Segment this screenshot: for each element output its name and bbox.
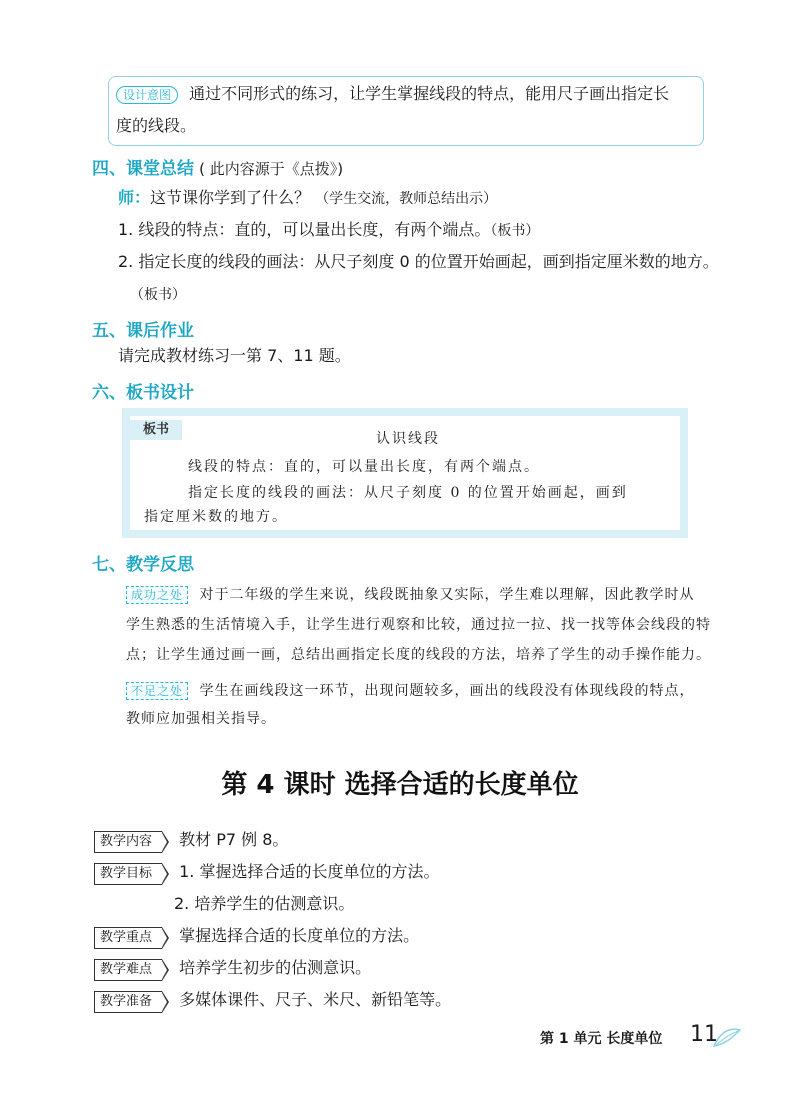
summary-point2: 2. 指定长度的线段的画法：从尺子刻度 0 的位置开始画起，画到指定厘米数的地方。 <box>118 252 719 271</box>
success-tag: 成功之处 <box>126 586 188 604</box>
goal-tag: 教学目标 <box>94 863 162 885</box>
reflection-lack-line1: 不足之处 学生在画线段这一环节，出现问题较多，画出的线段没有体现线段的特点， <box>126 680 694 700</box>
summary-source-note: ( 此内容源于《点拨》) <box>199 160 344 178</box>
board-line3: 指定厘米数的地方。 <box>144 509 288 525</box>
teacher-prefix: 师： <box>118 188 151 207</box>
board-heading: 认识线段 <box>376 431 440 447</box>
lesson-content-row: 教学内容 教材 P7 例 8。 <box>94 826 288 854</box>
lesson-key-row: 教学重点 掌握选择合适的长度单位的方法。 <box>94 922 419 950</box>
design-intent-line1: 设计意图 通过不同形式的练习，让学生掌握线段的特点，能用尺子画出指定长 <box>116 80 706 108</box>
leaf-ornament-icon <box>712 1026 742 1050</box>
board-tag: 板书 <box>130 420 182 440</box>
prep-tag: 教学准备 <box>94 991 162 1013</box>
summary-teacher-line: 师：这节课你学到了什么？ （学生交流，教师总结出示） <box>118 188 498 207</box>
footer-unit-label: 第 1 单元 长度单位 <box>540 1031 663 1047</box>
reflection-title: 七、教学反思 <box>92 555 194 575</box>
difficulty-tag: 教学难点 <box>94 959 162 981</box>
design-intent-tag: 设计意图 <box>116 86 178 104</box>
lesson-title: 第 4 课时 选择合适的长度单位 <box>221 770 579 800</box>
summary-heading <box>92 154 343 179</box>
reflection-success-line1: 成功之处 对于二年级的学生来说，线段既抽象又实际，学生难以理解，因此教学时从 <box>126 584 694 604</box>
reflection-success-line2: 学生熟悉的生活情境入手，让学生进行观察和比较，通过拉一拉、找一找等体会线段的特 <box>126 617 711 633</box>
board-line2: 指定长度的线段的画法：从尺子刻度 0 的位置开始画起，画到 <box>188 485 628 501</box>
board-title: 六、板书设计 <box>92 383 194 403</box>
lesson-difficulty-row: 教学难点 培养学生初步的估测意识。 <box>94 954 371 982</box>
homework-text: 请完成教材练习一第 7、11 题。 <box>118 346 351 365</box>
key-tag: 教学重点 <box>94 927 162 949</box>
lesson-prep-row: 教学准备 多媒体课件、尺子、米尺、新铅笔等。 <box>94 986 451 1014</box>
reflection-lack-line2: 教师应加强相关指导。 <box>126 711 276 727</box>
page-number: 11 <box>690 1022 718 1047</box>
board-line1: 线段的特点：直的，可以量出长度，有两个端点。 <box>188 459 540 475</box>
content-tag: 教学内容 <box>94 831 162 853</box>
summary-title: 四、课堂总结 <box>92 159 194 179</box>
summary-point2-note: （板书） <box>130 287 186 303</box>
lesson-goal-row: 教学目标 1. 掌握选择合适的长度单位的方法。 <box>94 858 439 886</box>
homework-title: 五、课后作业 <box>92 321 194 341</box>
lesson-goal2: 2. 培养学生的估测意识。 <box>174 894 355 913</box>
design-intent-line2: 度的线段。 <box>116 116 197 135</box>
reflection-success-line3: 点；让学生通过画一画，总结出画指定长度的线段的方法，培养了学生的动手操作能力。 <box>126 647 711 663</box>
summary-point1: 1. 线段的特点：直的，可以量出长度，有两个端点。（板书） <box>118 220 540 239</box>
lack-tag: 不足之处 <box>126 682 188 700</box>
